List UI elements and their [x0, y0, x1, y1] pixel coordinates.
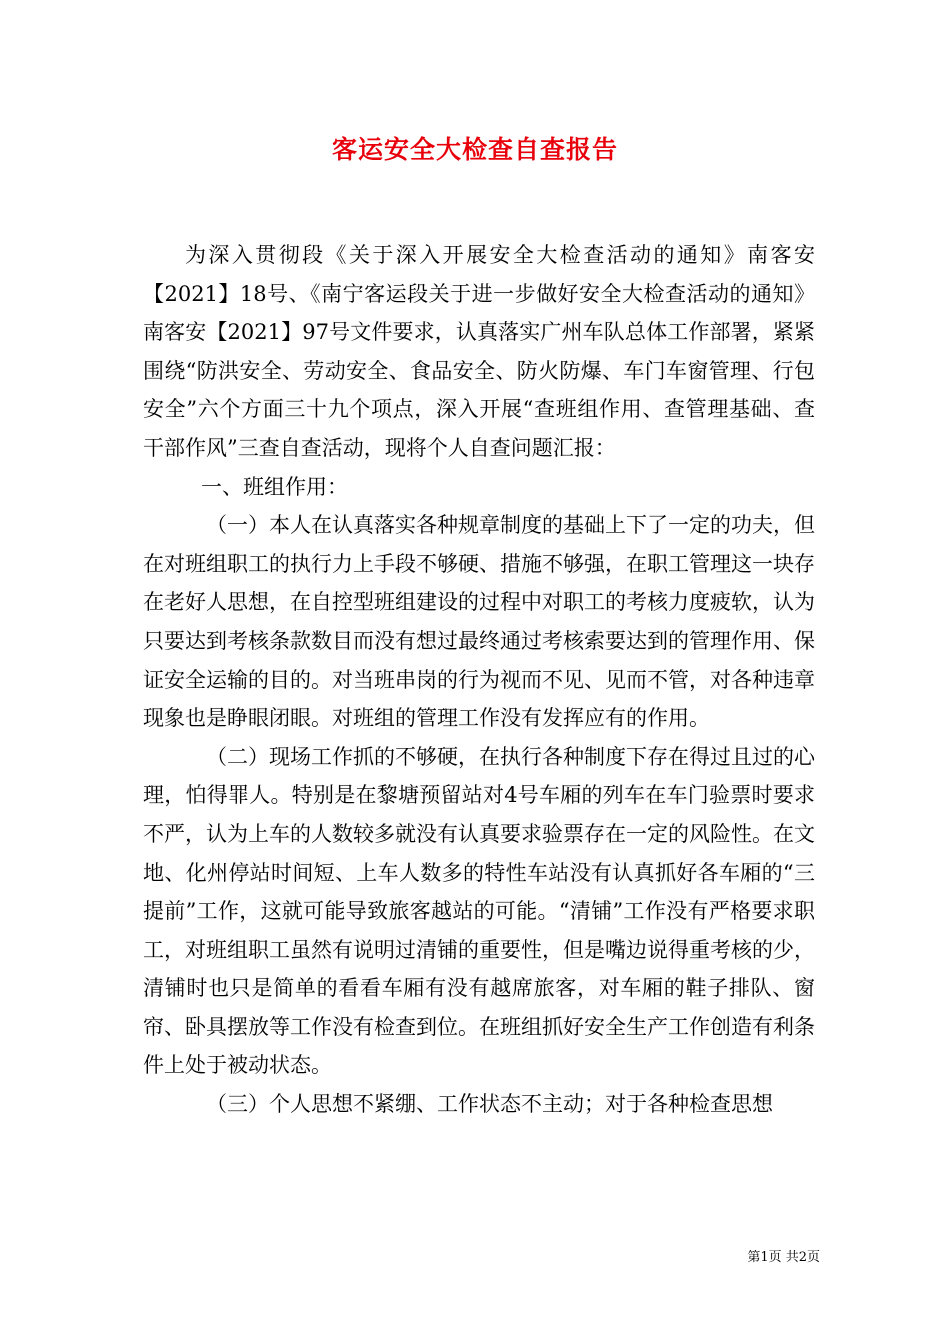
- paragraph-item-3: （三）个人思想不紧绷、工作状态不主动；对于各种检查思想: [206, 1092, 773, 1117]
- paragraph-intro: 为深入贯彻段《关于深入开展安全大检查活动的通知》南客安【2021】18号、《南宁客运段关于进一步做好安全大检查活动的通知》南客安【2021】97号文件要求，认真落实广州车队总体工作部署，紧紧围绕“防洪安全、劳动安全、食品安全、防火防爆、车门车窗管理、行包安全”六个方面三十九个项点，深入开展“查班组作用、查管理基础、查干部作风”三查自查活动，现将个人自查问题汇报：: [143, 243, 815, 460]
- section-heading-team-role: 一、班组作用：: [201, 474, 348, 499]
- paragraph-item-1: （一）本人在认真落实各种规章制度的基础上下了一定的功夫，但在对班组职工的执行力上手段不够硬、措施不够强，在职工管理这一块存在老好人思想，在自控型班组建设的过程中对职工的考核力度疲软，认为只要达到考核条款数目而没有想过最终通过考核索要达到的管理作用、保证安全运输的目的。对当班串岗的行为视而不见、见而不管，对各种违章现象也是睁眼闭眼。对班组的管理工作没有发挥应有的作用。: [143, 513, 815, 731]
- document-body: [143, 236, 815, 1124]
- document-title: 客运安全大检查自查报告: [331, 135, 618, 164]
- paragraph-item-2: （二）现场工作抓的不够硬，在执行各种制度下存在得过且过的心理，怕得罪人。特别是在黎塘预留站对4号车厢的列车在车门验票时要求不严，认为上车的人数较多就没有认真要求验票存在一定的风险性。在文地、化州停站时间短、上车人数多的特性车站没有认真抓好各车厢的“三提前”工作，这就可能导致旅客越站的可能。“清铺”工作没有严格要求职工，对班组职工虽然有说明过清铺的重要性，但是嘴边说得重考核的少，清铺时也只是简单的看看车厢有没有越席旅客，对车厢的鞋子排队、窗帘、卧具摆放等工作没有检查到位。在班组抓好安全生产工作创造有利条件上处于被动状态。: [143, 744, 815, 1078]
- page-number-footer: 第1页 共2页: [747, 1250, 820, 1265]
